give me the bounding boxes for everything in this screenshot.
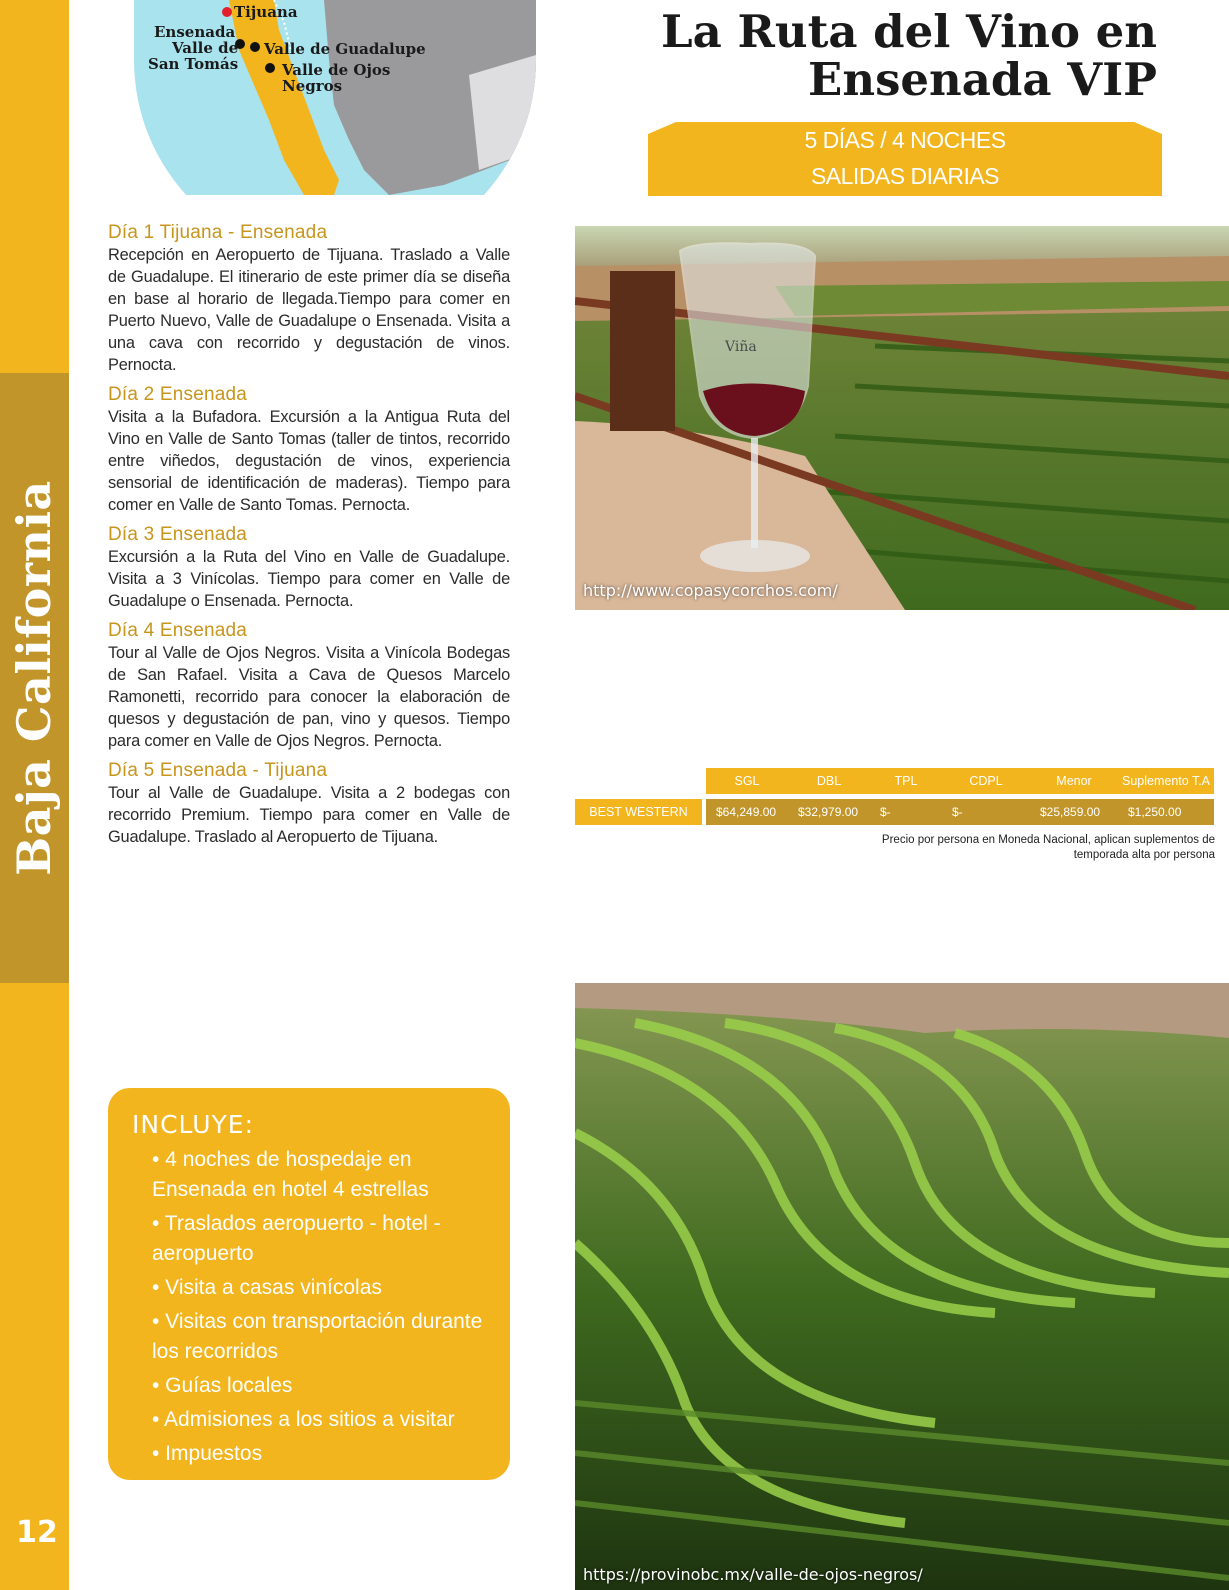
page-number: 12: [16, 1515, 58, 1550]
glass-etching: Viña: [725, 339, 757, 355]
day-title: Día 4 Ensenada: [108, 620, 248, 641]
day-title: Día 2 Ensenada: [108, 384, 248, 405]
col-header-cdpl: CDPL: [969, 774, 1003, 788]
map-label-ojos-2: Negros: [282, 77, 343, 95]
include-item: • Visitas con transportación durante los recorridos: [152, 1310, 483, 1363]
itinerary-day: [108, 760, 510, 848]
map-label-ojos-1: Valle de Ojos: [282, 61, 391, 79]
include-item: • Visita a casas vinícolas: [152, 1276, 382, 1299]
include-item: • Guías locales: [152, 1374, 293, 1397]
col-header-dbl: DBL: [816, 774, 842, 788]
includes-box: [108, 1088, 510, 1480]
day-description: Recepción en Aeropuerto de Tijuana. Traslado a Valle de Guadalupe. El itinerario de este primer día se diseña en base al horario de llegada.Tiempo para comer en Puerto Nuevo, Valle de Guadalupe o Ensenada. Visita a una cava con recorrido y degustación de vinos. Pernocta.: [108, 246, 510, 374]
wine-glass-photo: [575, 226, 1229, 610]
vineyard-photo: [575, 983, 1229, 1590]
col-header-tpl: TPL: [894, 774, 918, 788]
page-title: [660, 5, 1157, 106]
day-description: Tour al Valle de Ojos Negros. Visita a Vinícola Bodegas de San Rafael. Visita a Cava de Quesos Marcelo Ramonetti, recorrido para conocer la elaboración de quesos y degustación de pan, vino y quesos. Tiempo para comer en Valle de Ojos Negros. Pernocta.: [108, 644, 510, 750]
itinerary-day: [108, 384, 510, 516]
day-title: Día 1 Tijuana - Ensenada: [108, 222, 328, 243]
photo-credit: http://www.copasycorchos.com/: [583, 581, 838, 600]
day-description: Tour al Valle de Guadalupe. Visita a 2 bodegas con recorrido Premium. Tiempo para comer en Valle de Guadalupe. Traslado al Aeropuerto de Tijuana.: [108, 784, 510, 846]
itinerary-day: [108, 620, 510, 752]
price-note: Precio por persona en Moneda Nacional, aplican suplementos de temporada alta por persona: [881, 834, 1215, 861]
include-item: • Traslados aeropuerto - hotel - aeropuerto: [152, 1212, 441, 1265]
price-header-row: [706, 768, 1214, 794]
region-label: Baja California: [7, 480, 61, 876]
includes-title: INCLUYE:: [132, 1110, 255, 1139]
day-description: Excursión a la Ruta del Vino en Valle de Guadalupe. Visita a 3 Vinícolas. Tiempo para comer en Valle de Guadalupe o Ensenada. Pernocta.: [108, 548, 510, 610]
photo-credit: https://provinobc.mx/valle-de-ojos-negros/: [583, 1565, 923, 1584]
map-label-guadalupe: Valle de Guadalupe: [264, 40, 426, 58]
duration-badge: [648, 122, 1162, 196]
price-sgl: $64,249.00: [716, 805, 777, 819]
duration-text: 5 DÍAS / 4 NOCHES: [804, 127, 1006, 153]
price-dbl: $32,979.00: [798, 805, 859, 819]
include-item: • Impuestos: [152, 1442, 263, 1465]
itinerary-day: [108, 524, 510, 612]
title-line-1: La Ruta del Vino en: [660, 5, 1157, 58]
map-label-tijuana: Tijuana: [234, 3, 298, 21]
price-suplemento: $1,250.00: [1128, 805, 1182, 819]
price-menor: $25,859.00: [1040, 805, 1101, 819]
route-map: [134, 0, 536, 195]
price-tpl: $-: [880, 805, 891, 819]
day-title: Día 5 Ensenada - Tijuana: [108, 760, 328, 781]
include-item: • 4 noches de hospedaje en Ensenada en hotel 4 estrellas: [152, 1148, 429, 1201]
map-label-santo-tomas-2: San Tomás: [148, 55, 239, 73]
map-label-ensenada: Ensenada: [154, 23, 236, 41]
col-header-menor: Menor: [1056, 774, 1092, 788]
price-row: [706, 799, 1214, 825]
departures-text: SALIDAS DIARIAS: [810, 163, 1000, 189]
includes-list: [132, 1145, 486, 1469]
day-title: Día 3 Ensenada: [108, 524, 248, 545]
itinerary-day: [108, 222, 510, 376]
itinerary: [108, 222, 510, 856]
include-item: • Admisiones a los sitios a visitar: [152, 1408, 455, 1431]
map-label-santo-tomas-1: Valle de: [172, 39, 239, 57]
title-line-2: Ensenada VIP: [808, 52, 1157, 106]
hotel-name: BEST WESTERN: [575, 799, 702, 825]
col-header-suplemento: Suplemento T.A: [1121, 774, 1211, 788]
col-header-sgl: SGL: [734, 774, 760, 788]
price-cdpl: $-: [952, 805, 963, 819]
day-description: Visita a la Bufadora. Excursión a la Antigua Ruta del Vino en Valle de Santo Tomas (taller de tintos, recorrido entre viñedos, degustación de vinos, experiencia sensorial de identificación de maderas). Tiempo para comer en Valle de Santo Tomas. Pernocta.: [108, 408, 510, 514]
